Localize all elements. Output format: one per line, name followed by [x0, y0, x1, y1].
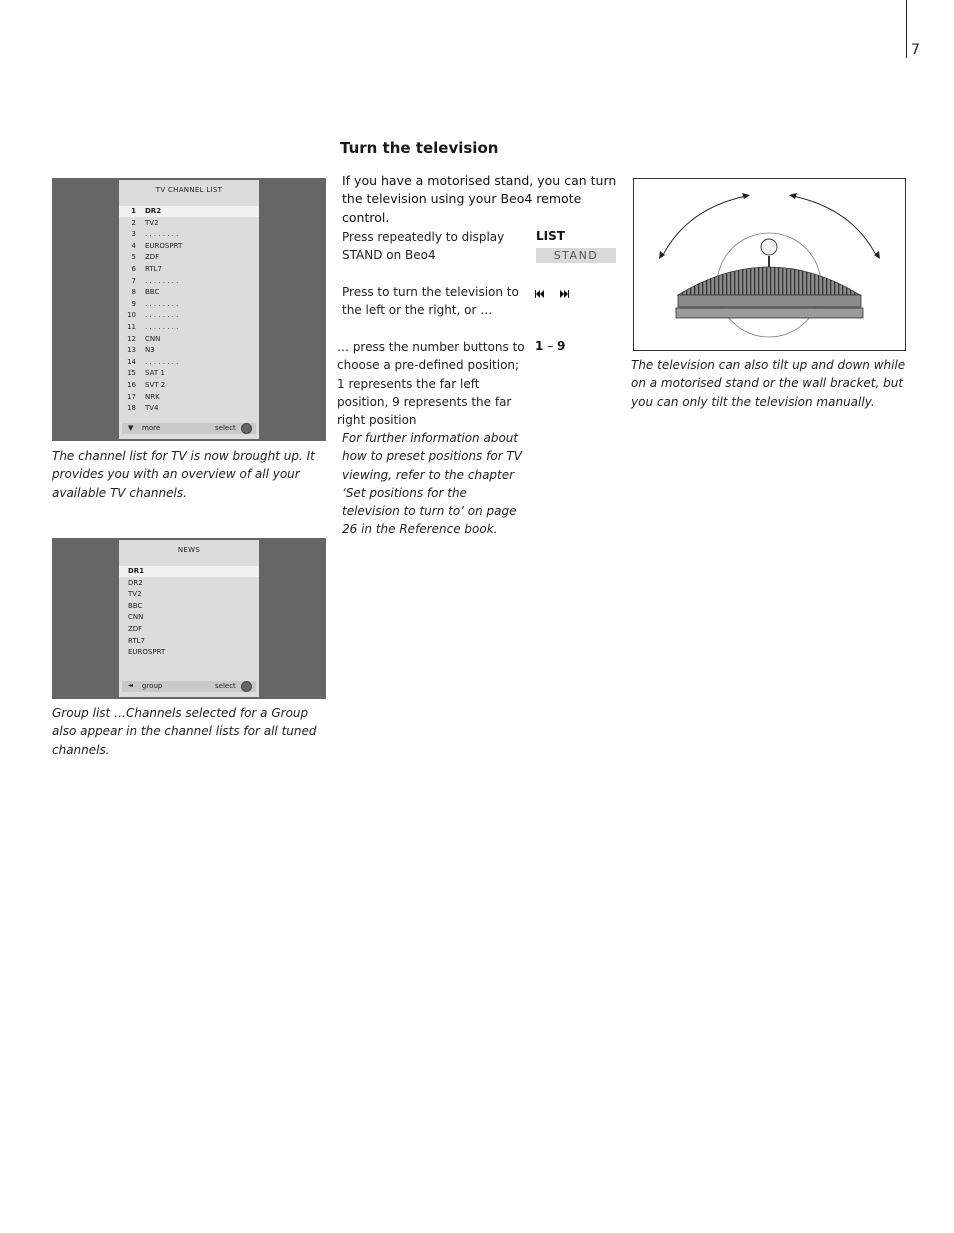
- channel-number: 15: [127, 369, 136, 378]
- channel-name: RTL7: [128, 636, 145, 645]
- channel-number: 7: [131, 276, 136, 285]
- channel-row[interactable]: [119, 229, 259, 240]
- channel-number: 16: [127, 381, 136, 389]
- channel-number: 4: [131, 241, 136, 250]
- group-list-caption: Group list …Channels selected for a Group also appear in the channel lists for all tuned channels.: [52, 706, 317, 757]
- channel-name: BBC: [128, 601, 143, 610]
- channel-row[interactable]: [119, 403, 259, 414]
- section-title: Turn the television: [340, 139, 499, 157]
- arrow-down-icon: ▼: [128, 424, 134, 432]
- globe-icon: [241, 423, 252, 434]
- channel-number: 8: [131, 288, 136, 297]
- channel-name: CNN: [128, 613, 144, 622]
- channel-row[interactable]: [119, 276, 259, 287]
- channel-name: NRK: [145, 392, 160, 401]
- channel-name: CNN: [145, 334, 161, 343]
- step-1-text: Press repeatedly to display STAND on Beo4: [342, 230, 505, 263]
- group-channel-row[interactable]: [119, 612, 259, 623]
- illustration-caption: The television can also tilt up and down while on a motorised stand or the wall bracket, but you can only tilt the television manually.: [631, 358, 906, 409]
- channel-list-menu: [119, 180, 259, 439]
- channel-row[interactable]: [119, 206, 259, 217]
- channel-name: EUROSPRT: [128, 648, 166, 657]
- channel-row[interactable]: [119, 252, 259, 263]
- group-channel-row[interactable]: [119, 566, 259, 577]
- group-list-menu: [119, 540, 259, 697]
- channel-name: SAT 1: [145, 369, 165, 378]
- channel-name: . . . . . . . .: [145, 357, 179, 366]
- channel-row[interactable]: [119, 357, 259, 368]
- channel-name: DR1: [128, 567, 145, 575]
- list-key: LIST: [536, 229, 565, 243]
- channel-name: BBC: [145, 288, 160, 297]
- intro-text: If you have a motorised stand, you can turn the television using your Beo4 remote control.: [342, 173, 617, 225]
- globe-icon: [241, 681, 252, 692]
- channel-number: 14: [127, 357, 136, 366]
- channel-row[interactable]: [119, 380, 259, 391]
- channel-list-footer: [122, 423, 256, 434]
- channel-row[interactable]: [119, 368, 259, 379]
- group-channel-row[interactable]: [119, 624, 259, 635]
- channel-list-title: TV CHANNEL LIST: [155, 186, 223, 194]
- page-number: 7: [911, 42, 920, 58]
- channel-number: 10: [127, 311, 136, 320]
- group-channel-row[interactable]: [119, 647, 259, 658]
- page-number-rule: [906, 0, 907, 58]
- channel-name: . . . . . . . .: [145, 230, 179, 239]
- select-label: select: [215, 424, 236, 432]
- channel-name: RTL7: [145, 265, 162, 273]
- group-list-footer: [122, 681, 256, 692]
- channel-name: EUROSPRT: [145, 241, 183, 250]
- channel-name: DR2: [145, 207, 162, 215]
- rewind-icon: ◂◂: [128, 682, 133, 689]
- channel-number: 9: [131, 299, 136, 308]
- channel-row[interactable]: [119, 345, 259, 356]
- channel-name: N3: [145, 346, 155, 355]
- group-list-title: NEWS: [177, 546, 201, 554]
- channel-name: . . . . . . . .: [145, 276, 179, 285]
- group-channel-row[interactable]: [119, 601, 259, 612]
- channel-name: TV2: [128, 590, 142, 599]
- channel-name: ZDF: [128, 625, 143, 633]
- group-channel-row[interactable]: [119, 589, 259, 600]
- channel-row[interactable]: [119, 299, 259, 310]
- channel-number: 17: [127, 392, 136, 401]
- key-from: 1: [535, 339, 544, 353]
- channel-number: 11: [127, 323, 136, 331]
- turn-arrow-left-icon: [662, 196, 746, 257]
- channel-number: 18: [127, 404, 136, 413]
- channel-name: . . . . . . . .: [145, 311, 179, 320]
- channel-number: 5: [131, 253, 136, 262]
- rewind-fast-forward-icon: [535, 287, 575, 301]
- channel-list-screen: [52, 178, 326, 441]
- key-separator: –: [543, 339, 557, 353]
- channel-list-caption: The channel list for TV is now brought up. It provides you with an overview of all your available TV channels.: [52, 449, 315, 500]
- group-channel-row[interactable]: [119, 636, 259, 647]
- channel-number: 13: [127, 346, 136, 355]
- channel-number: 6: [131, 265, 136, 273]
- number-keys: [535, 339, 565, 353]
- tv-turn-illustration: [634, 179, 905, 350]
- channel-name: SVT 2: [145, 381, 166, 389]
- more-label: more: [142, 424, 161, 432]
- channel-number: 1: [131, 207, 136, 215]
- channel-row[interactable]: [119, 334, 259, 345]
- channel-name: . . . . . . . .: [145, 299, 179, 308]
- channel-row[interactable]: [119, 241, 259, 252]
- channel-row[interactable]: [119, 218, 259, 229]
- channel-number: 12: [127, 334, 136, 343]
- channel-row[interactable]: [119, 287, 259, 298]
- group-list-screen: [52, 538, 326, 699]
- channel-row[interactable]: [119, 310, 259, 321]
- channel-row[interactable]: [119, 264, 259, 275]
- channel-name: TV4: [145, 404, 159, 413]
- channel-row[interactable]: [119, 322, 259, 333]
- select-label: select: [215, 682, 236, 690]
- channel-name: DR2: [128, 578, 143, 587]
- channel-name: ZDF: [145, 253, 160, 262]
- stand-display: STAND: [536, 248, 616, 263]
- group-channel-row[interactable]: [119, 578, 259, 589]
- key-to: 9: [557, 339, 566, 353]
- turn-keys: [535, 286, 575, 300]
- channel-name: . . . . . . . .: [145, 323, 179, 331]
- channel-number: 2: [131, 218, 136, 227]
- further-info-text: For further information about how to preset positions for TV viewing, refer to the chapter ‘Set positions for the television to turn to’ on page 26 in the Reference book.: [342, 431, 522, 537]
- step-3-text: … press the number buttons to choose a pre-defined position; 1 represents the far left position, 9 represents the far right position: [337, 340, 525, 428]
- channel-name: TV2: [145, 218, 159, 227]
- group-label: group: [142, 682, 163, 690]
- channel-row[interactable]: [119, 392, 259, 403]
- channel-number: 3: [131, 230, 136, 239]
- step-2-text: Press to turn the television to the left or the right, or …: [342, 285, 519, 318]
- stand-illustration: [633, 178, 906, 351]
